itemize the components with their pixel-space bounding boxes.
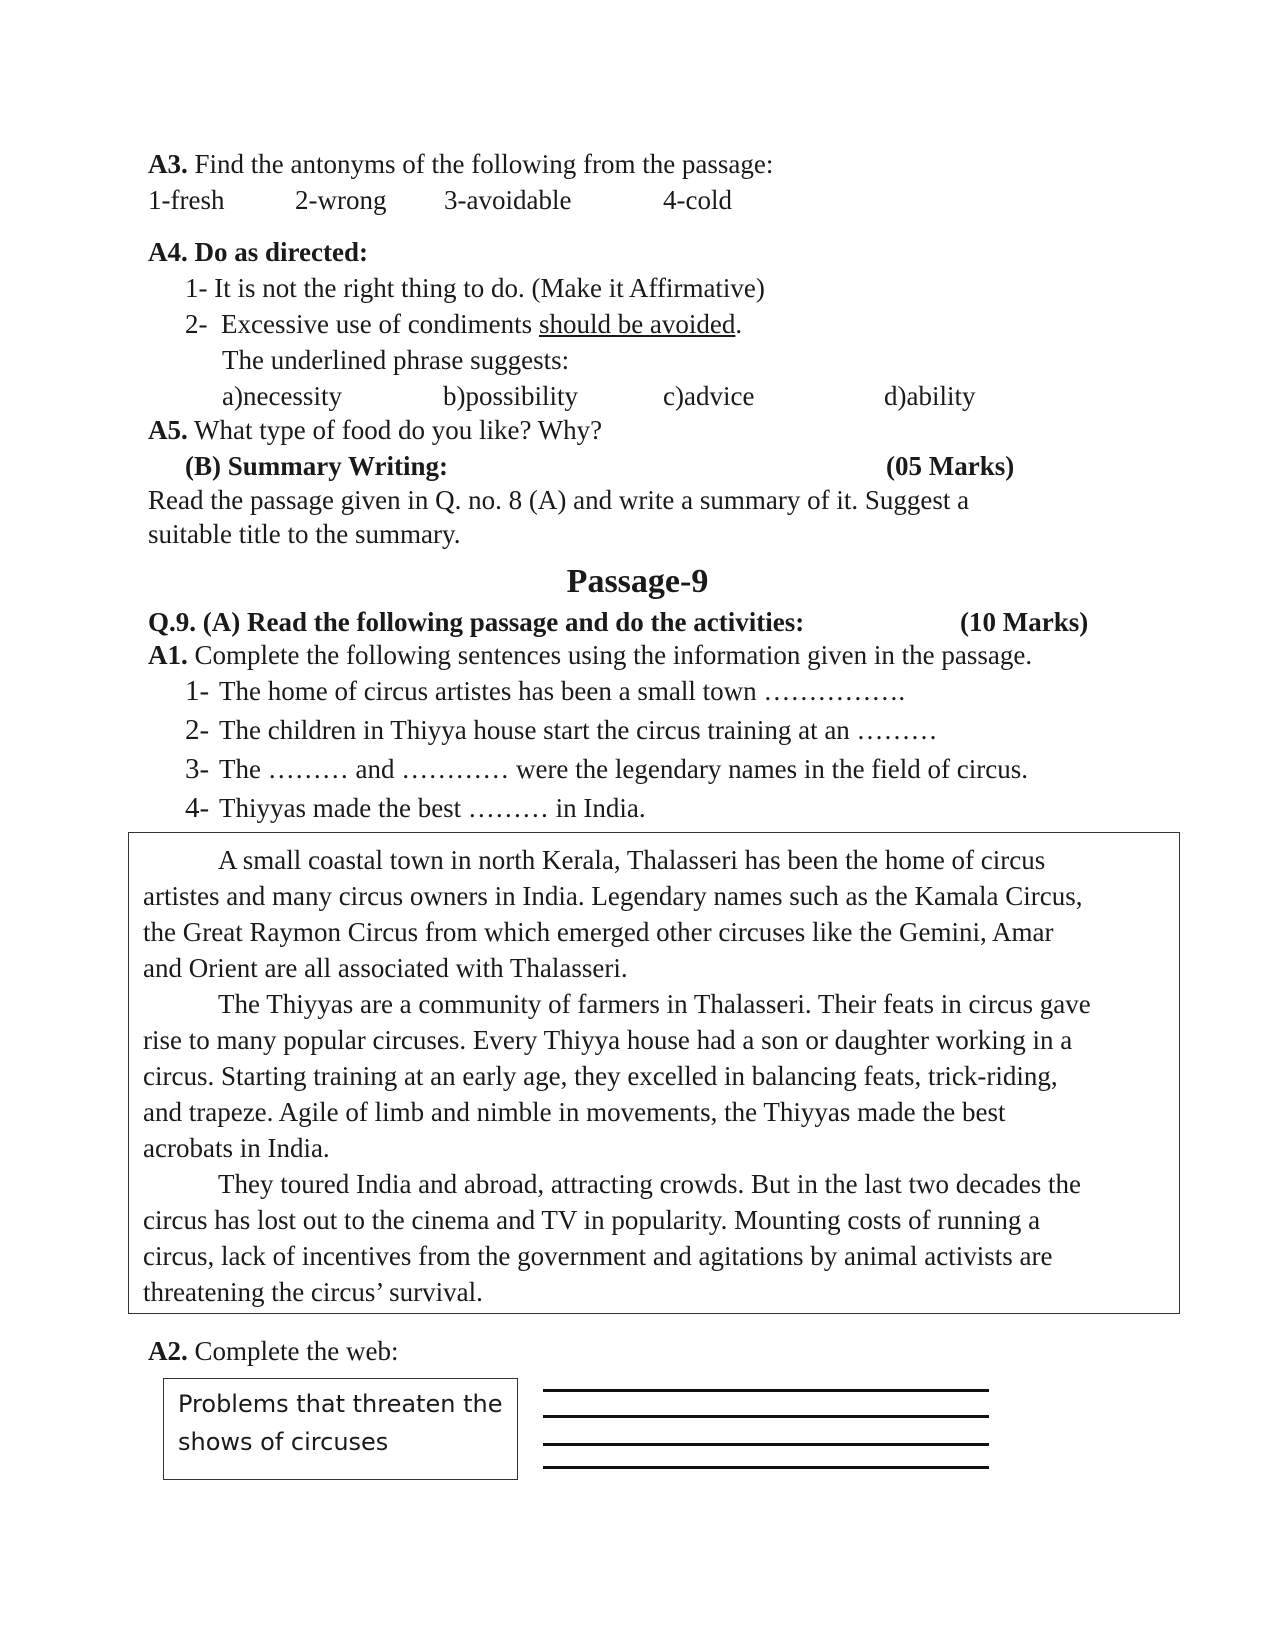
web-answer-line-1 xyxy=(543,1389,989,1392)
web-box-line-2: shows of circuses xyxy=(178,1428,389,1456)
a3-word-1: 1-fresh xyxy=(148,185,225,215)
summary-marks: (05 Marks) xyxy=(886,451,1015,481)
a4-item-1: 1- It is not the right thing to do. (Make it Affirmative) xyxy=(185,273,765,303)
a3-label: A3. xyxy=(148,149,188,179)
a4-heading: A4. Do as directed: xyxy=(148,237,368,267)
summary-heading: (B) Summary Writing: xyxy=(185,451,448,481)
a1-item-4-text: Thiyyas made the best ……… in India. xyxy=(219,793,646,823)
a4-item-2-pre: Excessive use of condiments xyxy=(221,309,539,339)
a4-item-2-num: 2- xyxy=(185,309,208,339)
a4-item-2-underlined: should be avoided xyxy=(538,309,736,339)
a5-text: What type of food do you like? Why? xyxy=(194,415,603,445)
a5-label: A5. xyxy=(148,415,188,445)
passage-p3-l2: circus has lost out to the cinema and TV in popularity. Mounting costs of running a xyxy=(143,1205,1041,1235)
a1-item-2-num: 2- xyxy=(185,714,210,746)
passage-p2-l1: The Thiyyas are a community of farmers in Thalasseri. Their feats in circus gave xyxy=(218,989,1091,1019)
web-answer-line-2 xyxy=(543,1415,989,1418)
a1-item-2-text: The children in Thiyya house start the circus training at an ……… xyxy=(219,715,938,745)
a1-item-3-text: The ……… and ………… were the legendary names in the field of circus. xyxy=(219,754,1028,784)
a4-option-a: a)necessity xyxy=(222,381,342,411)
q9-marks: (10 Marks) xyxy=(960,607,1089,637)
summary-line-1: Read the passage given in Q. no. 8 (A) and write a summary of it. Suggest a xyxy=(148,485,970,515)
passage-p1-l1: A small coastal town in north Kerala, Thalasseri has been the home of circus xyxy=(218,845,1046,875)
a4-option-b: b)possibility xyxy=(443,381,579,411)
a1-question xyxy=(148,638,1032,672)
passage-title: Passage-9 xyxy=(566,563,709,600)
a5-question xyxy=(148,413,602,447)
a4-item-2-post: . xyxy=(735,309,743,339)
passage-p2-l5: acrobats in India. xyxy=(143,1133,330,1163)
a3-word-2: 2-wrong xyxy=(295,185,387,215)
a1-item-1-num: 1- xyxy=(185,675,210,707)
a3-word-4: 4-cold xyxy=(663,185,732,215)
passage-p1-l3: the Great Raymon Circus from which emerged other circuses like the Gemini, Amar xyxy=(143,917,1054,947)
a1-item-1-text: The home of circus artistes has been a small town ……………. xyxy=(219,676,906,706)
a3-text: Find the antonyms of the following from the passage: xyxy=(194,149,774,179)
passage-p2-l4: and trapeze. Agile of limb and nimble in movements, the Thiyyas made the best xyxy=(143,1097,1006,1127)
web-answer-line-4 xyxy=(543,1466,989,1469)
passage-p2-l2: rise to many popular circuses. Every Thiyya house had a son or daughter working in a xyxy=(143,1025,1073,1055)
passage-p1-l4: and Orient are all associated with Thalasseri. xyxy=(143,953,628,983)
passage-p2-l3: circus. Starting training at an early age, they excelled in balancing feats, trick-riding, xyxy=(143,1061,1058,1091)
passage-p3-l3: circus, lack of incentives from the government and agitations by animal activists are xyxy=(143,1241,1053,1271)
a4-item-2 xyxy=(185,307,742,341)
a1-item-3-num: 3- xyxy=(185,753,210,785)
a1-label: A1. xyxy=(148,640,188,670)
a4-option-c: c)advice xyxy=(663,381,755,411)
a1-item-4-num: 4- xyxy=(185,792,210,824)
summary-line-2: suitable title to the summary. xyxy=(148,519,461,549)
a4-question: The underlined phrase suggests: xyxy=(222,345,570,375)
web-answer-line-3 xyxy=(543,1443,989,1446)
a3-question xyxy=(148,147,773,181)
passage-p3-l4: threatening the circus’ survival. xyxy=(143,1277,483,1307)
passage-p3-l1: They toured India and abroad, attracting crowds. But in the last two decades the xyxy=(218,1169,1081,1199)
a2-question xyxy=(148,1334,398,1368)
a2-label: A2. xyxy=(148,1336,188,1366)
q9-heading: Q.9. (A) Read the following passage and do the activities: xyxy=(148,607,805,637)
a1-text: Complete the following sentences using the information given in the passage. xyxy=(194,640,1033,670)
web-box-line-1: Problems that threaten the xyxy=(178,1390,503,1418)
a1-item-3 xyxy=(185,752,1028,786)
a3-word-3: 3-avoidable xyxy=(444,185,572,215)
passage-p1-l2: artistes and many circus owners in India. Legendary names such as the Kamala Circus, xyxy=(143,881,1083,911)
web-center-box xyxy=(163,1378,518,1480)
a1-item-2 xyxy=(185,713,938,747)
a1-item-4 xyxy=(185,791,646,825)
a2-text: Complete the web: xyxy=(194,1336,399,1366)
passage-box xyxy=(128,832,1180,1314)
a4-option-d: d)ability xyxy=(884,381,976,411)
a1-item-1 xyxy=(185,674,905,708)
